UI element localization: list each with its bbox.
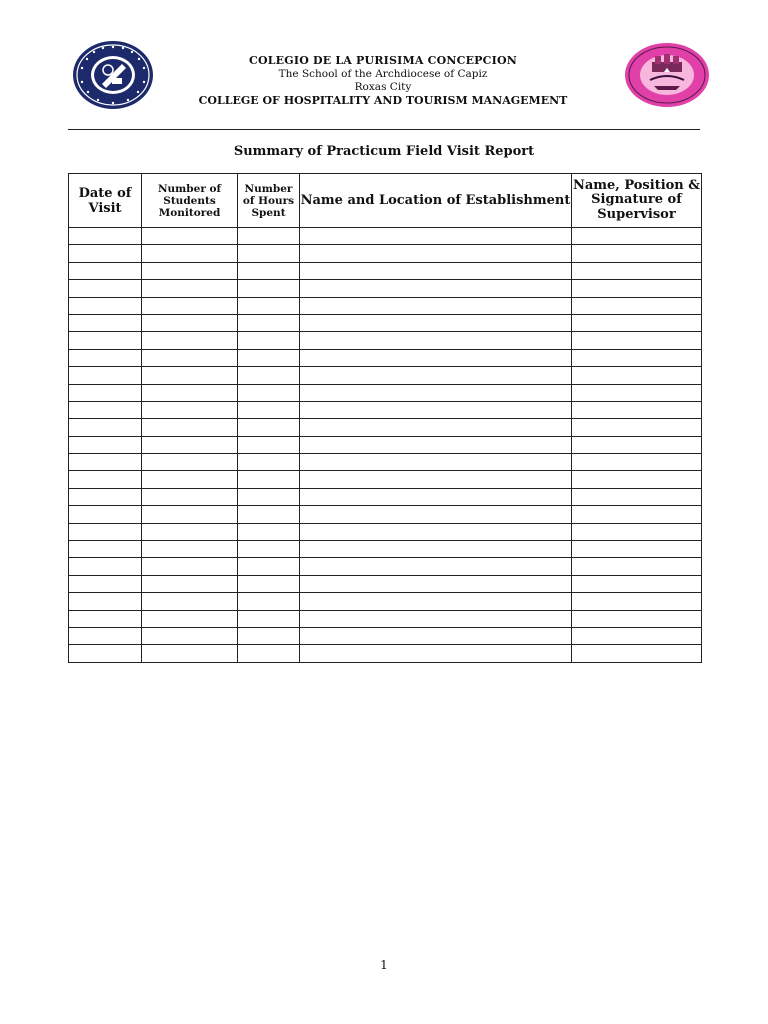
table-row	[69, 627, 702, 644]
table-cell[interactable]	[238, 384, 300, 401]
table-cell[interactable]	[238, 627, 300, 644]
table-cell[interactable]	[300, 245, 572, 262]
table-cell[interactable]	[300, 454, 572, 471]
table-cell[interactable]	[572, 454, 702, 471]
table-cell[interactable]	[300, 541, 572, 558]
table-cell[interactable]	[69, 297, 142, 314]
table-cell[interactable]	[572, 575, 702, 592]
table-cell[interactable]	[300, 506, 572, 523]
table-cell[interactable]	[142, 367, 238, 384]
table-cell[interactable]	[142, 297, 238, 314]
table-cell[interactable]	[300, 575, 572, 592]
table-cell[interactable]	[572, 384, 702, 401]
table-cell[interactable]	[238, 401, 300, 418]
table-cell[interactable]	[572, 436, 702, 453]
table-cell[interactable]	[238, 488, 300, 505]
table-row	[69, 384, 702, 401]
table-row	[69, 645, 702, 662]
table-row	[69, 488, 702, 505]
table-body	[69, 228, 702, 663]
table-cell[interactable]	[572, 627, 702, 644]
table-cell[interactable]	[300, 297, 572, 314]
table-cell[interactable]	[142, 280, 238, 297]
table-cell[interactable]	[69, 488, 142, 505]
table-cell[interactable]	[142, 401, 238, 418]
table-cell[interactable]	[572, 645, 702, 662]
table-row	[69, 228, 702, 245]
table-row	[69, 332, 702, 349]
table-cell[interactable]	[69, 314, 142, 331]
table-cell[interactable]	[572, 262, 702, 279]
table-cell[interactable]	[238, 419, 300, 436]
table-cell[interactable]	[69, 506, 142, 523]
table-cell[interactable]	[572, 280, 702, 297]
table-row	[69, 262, 702, 279]
table-cell[interactable]	[238, 297, 300, 314]
table-row	[69, 575, 702, 592]
table-cell[interactable]	[69, 332, 142, 349]
table-cell[interactable]	[300, 523, 572, 540]
table-cell[interactable]	[238, 593, 300, 610]
table-cell[interactable]	[238, 314, 300, 331]
table-cell[interactable]	[69, 384, 142, 401]
table-cell[interactable]	[69, 454, 142, 471]
header-divider	[68, 129, 700, 130]
table-cell[interactable]	[572, 245, 702, 262]
table-cell[interactable]	[300, 419, 572, 436]
table-cell[interactable]	[572, 523, 702, 540]
table-cell[interactable]	[300, 471, 572, 488]
table-cell[interactable]	[69, 593, 142, 610]
table-cell[interactable]	[572, 593, 702, 610]
table-cell[interactable]	[69, 262, 142, 279]
table-cell[interactable]	[300, 314, 572, 331]
table-cell[interactable]	[69, 610, 142, 627]
table-cell[interactable]	[69, 245, 142, 262]
table-row	[69, 471, 702, 488]
table-cell[interactable]	[238, 332, 300, 349]
page-number: 1	[380, 958, 388, 972]
table-cell[interactable]	[69, 349, 142, 366]
table-cell[interactable]	[238, 245, 300, 262]
table-cell[interactable]	[69, 645, 142, 662]
table-row	[69, 523, 702, 540]
college-name: COLLEGE OF HOSPITALITY AND TOURISM MANAGEMENT	[198, 94, 568, 107]
college-emblem-logo	[624, 42, 710, 108]
table-cell[interactable]	[142, 314, 238, 331]
table-cell[interactable]	[69, 401, 142, 418]
table-cell[interactable]	[69, 419, 142, 436]
table-cell[interactable]	[142, 506, 238, 523]
table-cell[interactable]	[142, 627, 238, 644]
table-cell[interactable]	[572, 401, 702, 418]
table-cell[interactable]	[238, 228, 300, 245]
table-row	[69, 349, 702, 366]
table-cell[interactable]	[300, 349, 572, 366]
table-row	[69, 245, 702, 262]
table-cell[interactable]	[572, 297, 702, 314]
table-row	[69, 506, 702, 523]
table-cell[interactable]	[142, 488, 238, 505]
table-row	[69, 419, 702, 436]
table-cell[interactable]	[142, 575, 238, 592]
table-cell[interactable]	[300, 228, 572, 245]
table-cell[interactable]	[238, 575, 300, 592]
table-row	[69, 401, 702, 418]
table-cell[interactable]	[300, 558, 572, 575]
report-title: Summary of Practicum Field Visit Report	[233, 144, 535, 159]
table-cell[interactable]	[238, 645, 300, 662]
table-row	[69, 610, 702, 627]
institution-city: Roxas City	[354, 81, 412, 93]
table-cell[interactable]	[238, 471, 300, 488]
table-row	[69, 541, 702, 558]
table-cell[interactable]	[142, 454, 238, 471]
table-cell[interactable]	[238, 349, 300, 366]
table-row	[69, 367, 702, 384]
column-header-supervisor: Name, Position & Signature of Supervisor	[572, 174, 702, 228]
table-cell[interactable]	[238, 541, 300, 558]
table-cell[interactable]	[238, 454, 300, 471]
table-cell[interactable]	[572, 332, 702, 349]
table-cell[interactable]	[300, 645, 572, 662]
table-cell[interactable]	[300, 436, 572, 453]
table-cell[interactable]	[300, 401, 572, 418]
table-cell[interactable]	[238, 262, 300, 279]
school-seal-icon	[72, 40, 154, 110]
school-seal-logo	[72, 40, 154, 110]
table-cell[interactable]	[572, 558, 702, 575]
table-cell[interactable]	[142, 384, 238, 401]
table-cell[interactable]	[142, 349, 238, 366]
table-cell[interactable]	[572, 610, 702, 627]
table-cell[interactable]	[300, 488, 572, 505]
table-row	[69, 558, 702, 575]
table-cell[interactable]	[142, 645, 238, 662]
table-cell[interactable]	[142, 471, 238, 488]
table-cell[interactable]	[572, 541, 702, 558]
table-cell[interactable]	[300, 262, 572, 279]
table-cell[interactable]	[572, 367, 702, 384]
table-cell[interactable]	[572, 349, 702, 366]
table-cell[interactable]	[572, 419, 702, 436]
table-cell[interactable]	[300, 627, 572, 644]
table-cell[interactable]	[572, 506, 702, 523]
table-cell[interactable]	[238, 506, 300, 523]
table-cell[interactable]	[142, 523, 238, 540]
table-cell[interactable]	[69, 541, 142, 558]
table-cell[interactable]	[572, 488, 702, 505]
table-cell[interactable]	[69, 367, 142, 384]
table-cell[interactable]	[142, 419, 238, 436]
table-cell[interactable]	[69, 228, 142, 245]
table-cell[interactable]	[142, 332, 238, 349]
table-row	[69, 280, 702, 297]
table-cell[interactable]	[69, 575, 142, 592]
table-cell[interactable]	[142, 228, 238, 245]
table-cell[interactable]	[572, 314, 702, 331]
table-cell[interactable]	[300, 384, 572, 401]
college-emblem-icon	[624, 42, 710, 108]
table-cell[interactable]	[238, 610, 300, 627]
table-cell[interactable]	[142, 262, 238, 279]
table-cell[interactable]	[69, 280, 142, 297]
table-row	[69, 314, 702, 331]
table-cell[interactable]	[300, 610, 572, 627]
table-cell[interactable]	[238, 558, 300, 575]
table-cell[interactable]	[142, 541, 238, 558]
column-header-establishment: Name and Location of Establishment	[300, 174, 572, 228]
table-cell[interactable]	[69, 523, 142, 540]
table-cell[interactable]	[300, 593, 572, 610]
report-table	[68, 173, 702, 663]
table-row	[69, 593, 702, 610]
table-cell[interactable]	[142, 245, 238, 262]
table-cell[interactable]	[142, 558, 238, 575]
table-cell[interactable]	[300, 367, 572, 384]
table-cell[interactable]	[142, 436, 238, 453]
table-cell[interactable]	[69, 436, 142, 453]
table-cell[interactable]	[238, 436, 300, 453]
institution-subtitle: The School of the Archdiocese of Capiz	[278, 68, 488, 80]
table-cell[interactable]	[300, 280, 572, 297]
column-header-students: Number of Students Monitored	[142, 174, 238, 228]
table-cell[interactable]	[69, 471, 142, 488]
table-cell[interactable]	[69, 627, 142, 644]
table-cell[interactable]	[142, 593, 238, 610]
column-header-date: Date of Visit	[69, 174, 142, 228]
table-cell[interactable]	[238, 523, 300, 540]
table-cell[interactable]	[572, 471, 702, 488]
table-row	[69, 436, 702, 453]
document-header	[150, 54, 616, 108]
table-header-row	[69, 174, 702, 228]
table-cell[interactable]	[69, 558, 142, 575]
table-cell[interactable]	[238, 280, 300, 297]
column-header-hours: Number of Hours Spent	[238, 174, 300, 228]
institution-name: COLEGIO DE LA PURISIMA CONCEPCION	[249, 54, 517, 67]
table-cell[interactable]	[238, 367, 300, 384]
table-row	[69, 297, 702, 314]
table-cell[interactable]	[300, 332, 572, 349]
table-cell[interactable]	[142, 610, 238, 627]
table-cell[interactable]	[572, 228, 702, 245]
table-row	[69, 454, 702, 471]
